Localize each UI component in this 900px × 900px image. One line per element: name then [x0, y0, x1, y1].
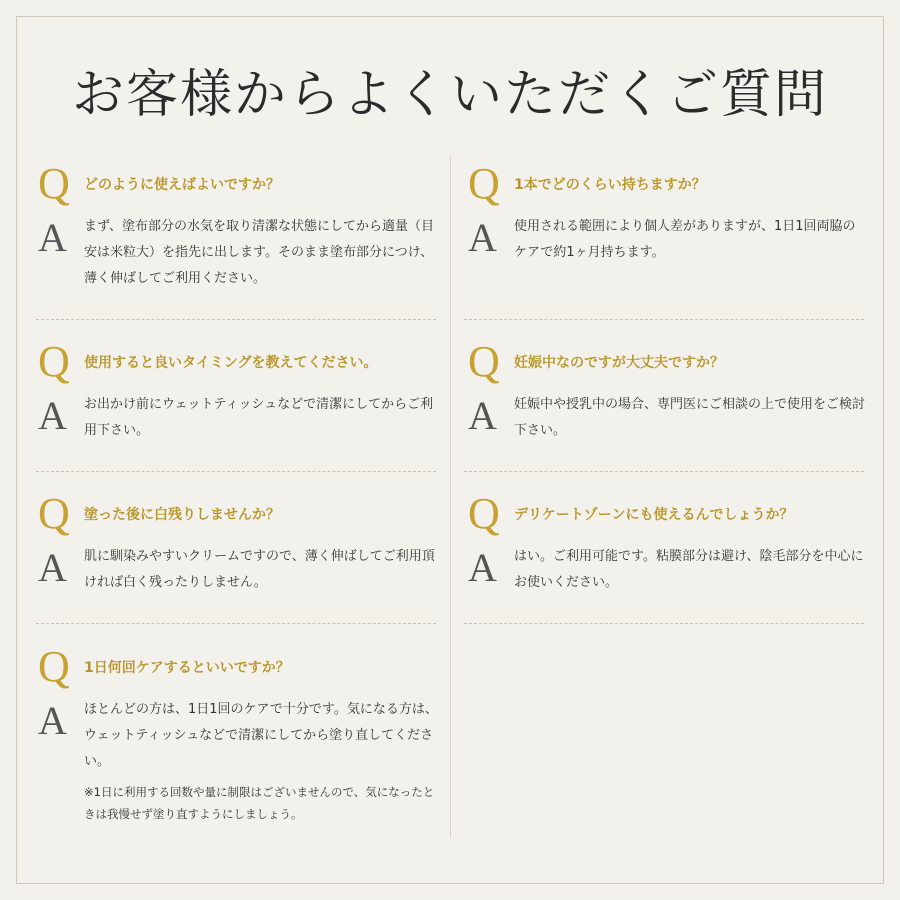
row-separator	[36, 471, 436, 472]
q-mark: Q	[468, 337, 500, 386]
a-mark: A	[38, 215, 67, 260]
question-text: 妊娠中なのですが大丈夫ですか？	[514, 355, 724, 371]
faq-item	[38, 642, 438, 825]
answer-text: まず、塗布部分の水気を取り清潔な状態にしてから適量（目安は米粒大）を指先に出します。そのまま塗布部分につけ、薄く伸ばしてご利用ください。	[84, 219, 434, 286]
a-mark: A	[38, 698, 67, 743]
answer-row	[468, 392, 868, 444]
answer-row	[468, 544, 868, 596]
question-text: 塗った後に白残りしませんか？	[84, 507, 280, 523]
row-separator	[464, 623, 864, 624]
faq-item	[38, 159, 438, 292]
question-text: デリケートゾーンにも使えるんでしょうか？	[514, 507, 794, 523]
answer-row	[38, 392, 438, 444]
q-mark: Q	[38, 337, 70, 386]
question-text: どのように使えばよいですか？	[84, 177, 280, 193]
answer-text: 使用される範囲により個人差がありますが、1日1回両脇のケアで約1ヶ月持ちます。	[514, 219, 856, 260]
answer-text: はい。ご利用可能です。粘膜部分は避け、陰毛部分を中心にお使いください。	[514, 549, 864, 590]
a-mark: A	[468, 393, 497, 438]
answer-note: ※1日に利用する回数や量に制限はございませんので、気になったときは我慢せず塗り直すようにしましょう。	[84, 785, 435, 821]
q-mark: Q	[38, 159, 70, 208]
question-text: 1本でどのくらい持ちますか？	[514, 177, 706, 193]
q-mark: Q	[468, 489, 500, 538]
question-row	[38, 642, 438, 691]
question-row	[468, 337, 868, 386]
a-mark: A	[468, 215, 497, 260]
page-title: お客様からよくいただくご質問	[71, 65, 828, 125]
faq-item	[38, 489, 438, 596]
faq-item	[468, 337, 868, 444]
question-row	[468, 489, 868, 538]
q-mark: Q	[38, 489, 70, 538]
question-text: 1日何回ケアするといいですか？	[84, 660, 290, 676]
question-row	[468, 159, 868, 208]
row-separator	[464, 471, 864, 472]
question-text: 使用すると良いタイミングを教えてください。	[84, 355, 378, 371]
row-separator	[36, 623, 436, 624]
a-mark: A	[38, 393, 67, 438]
faq-item	[38, 337, 438, 444]
faq-item	[468, 159, 868, 266]
q-mark: Q	[38, 642, 70, 691]
question-row	[38, 489, 438, 538]
answer-row	[38, 697, 438, 775]
faq-item	[468, 489, 868, 596]
a-mark: A	[38, 545, 67, 590]
question-row	[38, 337, 438, 386]
a-mark: A	[468, 545, 497, 590]
question-row	[38, 159, 438, 208]
answer-text: 肌に馴染みやすいクリームですので、薄く伸ばしてご利用頂ければ白く残ったりしません。	[84, 549, 435, 590]
answer-row	[468, 214, 868, 266]
row-separator	[36, 319, 436, 320]
q-mark: Q	[468, 159, 500, 208]
answer-row	[38, 214, 438, 292]
answer-text: ほとんどの方は、1日1回のケアで十分です。気になる方は、ウェットティッシュなどで清潔にしてから塗り直してください。	[84, 702, 438, 769]
row-separator	[464, 319, 864, 320]
answer-row	[38, 544, 438, 596]
answer-text: 妊娠中や授乳中の場合、専門医にご相談の上で使用をご検討下さい。	[514, 397, 866, 438]
column-divider	[450, 155, 451, 838]
answer-text: お出かけ前にウェットティッシュなどで清潔にしてからご利用下さい。	[84, 397, 434, 438]
